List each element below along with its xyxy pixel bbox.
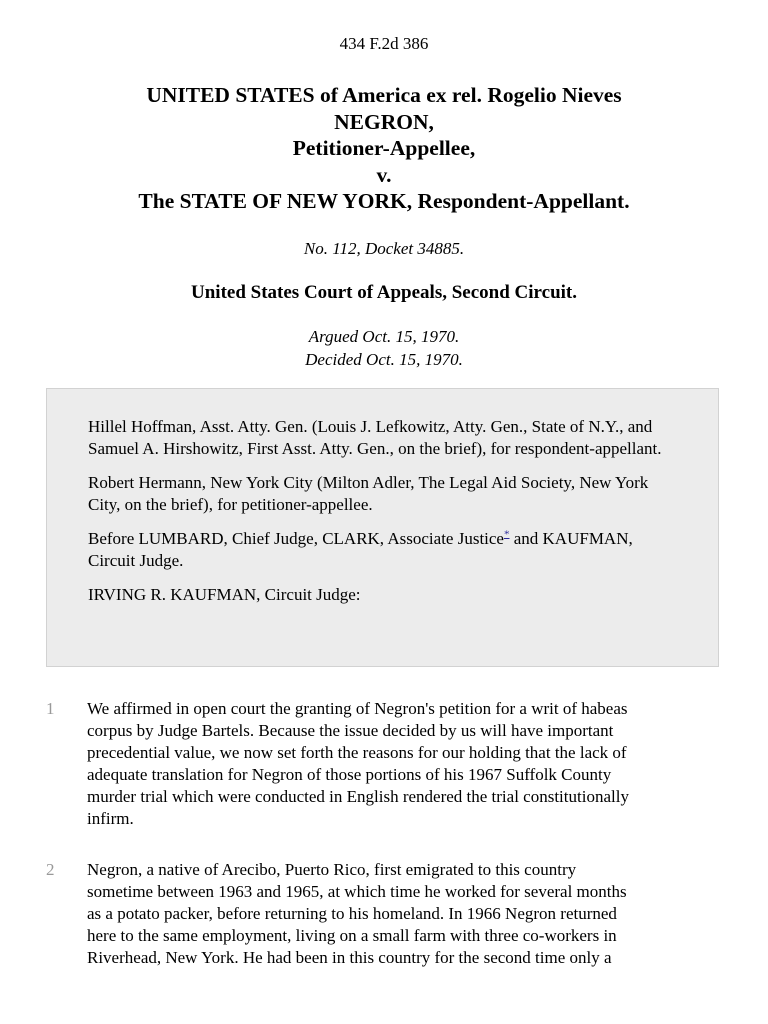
footnote-link[interactable]: * [503, 528, 510, 541]
panel-judges-prefix: Before LUMBARD, Chief Judge, CLARK, Associate Justice [88, 529, 504, 548]
paragraph-number: 2 [46, 860, 55, 879]
petitioner-counsel: Robert Hermann, New York City (Milton Adler, The Legal Aid Society, New York City, on the brief), for petitioner-appellee. [88, 473, 649, 514]
caption-line: UNITED STATES of America ex rel. Rogelio Nieves [146, 83, 622, 107]
respondent-counsel: Hillel Hoffman, Asst. Atty. Gen. (Louis J. Lefkowitz, Atty. Gen., State of N.Y., and Samuel A. Hirshowitz, First Asst. Atty. Gen., on the brief), for respondent-appellant. [88, 417, 662, 458]
paragraph-line: murder trial which were conducted in English rendered the trial constitutionally [87, 787, 629, 806]
paragraph-text [87, 859, 727, 969]
paragraph-line: as a potato packer, before returning to his homeland. In 1966 Negron returned [87, 904, 617, 923]
case-citation: 434 F.2d 386 [339, 34, 429, 53]
caption-line: v. [376, 162, 392, 187]
panel-judges [88, 528, 678, 572]
caption-line: The STATE OF NEW YORK, Respondent-Appellant. [138, 189, 630, 213]
docket-number: No. 112, Docket 34885. [303, 239, 465, 258]
opinion-author: IRVING R. KAUFMAN, Circuit Judge: [88, 585, 361, 604]
paragraph-text [87, 698, 727, 830]
paragraph-line: adequate translation for Negron of those portions of his 1967 Suffolk County [87, 765, 612, 784]
paragraph-line: precedential value, we now set forth the reasons for our holding that the lack of [87, 743, 627, 762]
argued-date: Argued Oct. 15, 1970. [308, 327, 460, 346]
paragraph-line: Riverhead, New York. He had been in this country for the second time only a [87, 948, 612, 967]
paragraph-number: 1 [46, 699, 55, 718]
decided-date: Decided Oct. 15, 1970. [305, 350, 463, 369]
case-caption [0, 82, 768, 215]
paragraph-line: Negron, a native of Arecibo, Puerto Rico, first emigrated to this country [87, 860, 577, 879]
counsel-box [46, 388, 719, 667]
panel-judges-suffix: and KAUFMAN, Circuit Judge. [88, 529, 633, 570]
court-name: United States Court of Appeals, Second Circuit. [191, 282, 577, 303]
paragraph-line: here to the same employment, living on a small farm with three co-workers in [87, 926, 617, 945]
paragraph-line: We affirmed in open court the granting of Negron's petition for a writ of habeas [87, 699, 628, 718]
caption-line: Petitioner-Appellee, [292, 136, 476, 160]
case-dates [0, 325, 768, 371]
paragraph-line: sometime between 1963 and 1965, at which time he worked for several months [87, 882, 627, 901]
caption-line: NEGRON, [334, 109, 434, 134]
paragraph-line: infirm. [87, 809, 134, 828]
paragraph-line: corpus by Judge Bartels. Because the issue decided by us will have important [87, 721, 614, 740]
